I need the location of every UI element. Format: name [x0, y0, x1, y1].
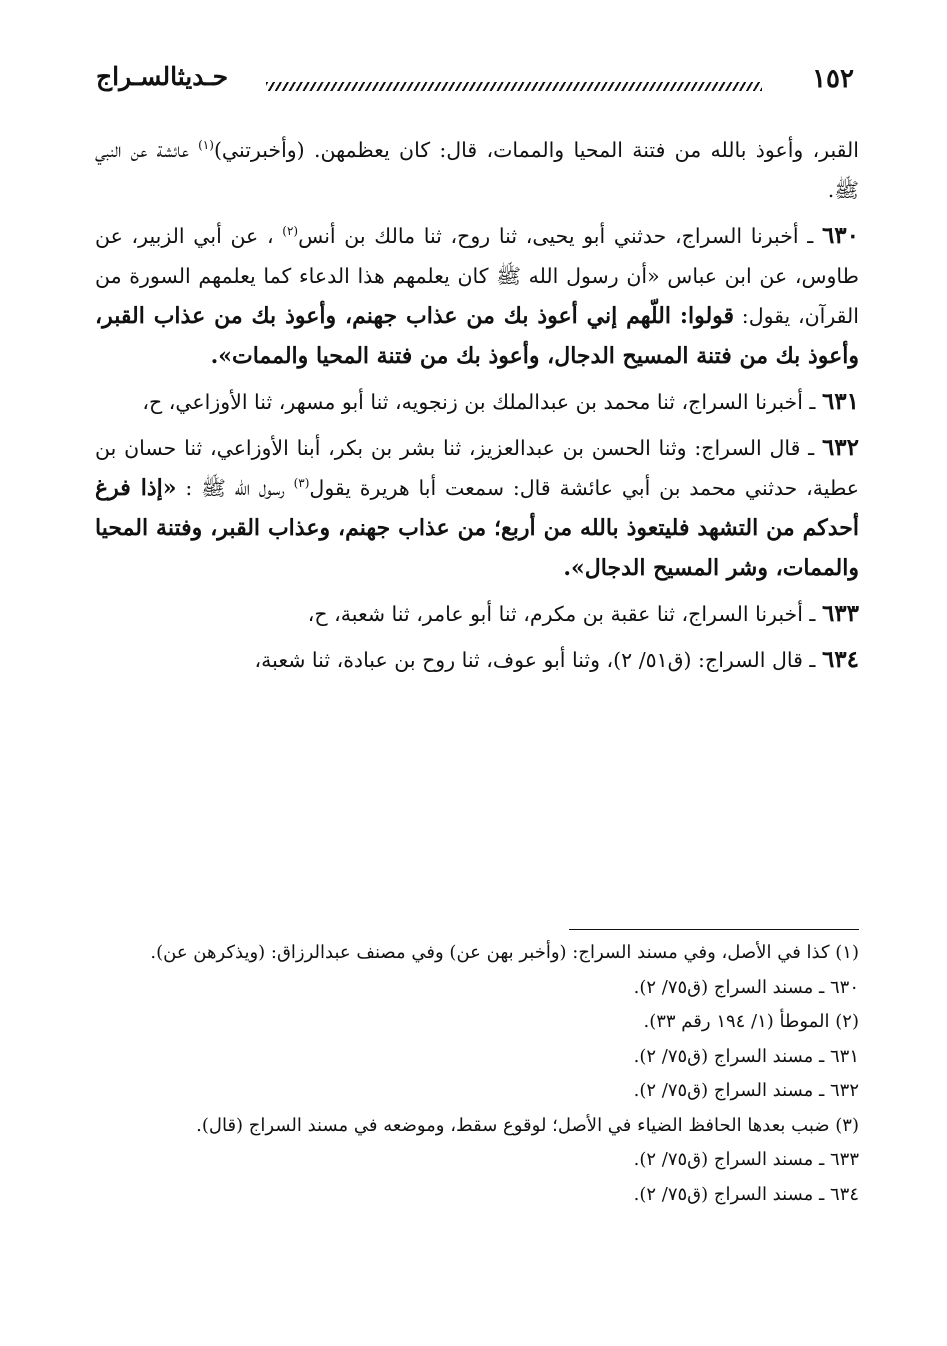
footnote-marker: (٣) — [293, 476, 310, 491]
running-title: حـديثالسـراج — [96, 62, 229, 91]
matn-text: قولوا: اللّهم إني أعوذ بك من عذاب جهنم، وأعوذ بك من عذاب القبر، وأعوذ بك من فتنة المسيح الدجال، وأعوذ بك من فتنة المحيا والممات — [95, 303, 859, 369]
isnad-text: ـ قال السراج: (ق٥١/ ٢)، وثنا أبو عوف، ثنا روح بن عبادة، ثنا شعبة، — [254, 648, 822, 672]
footnote-line: ٦٣٠ ـ مسند السراج (ق٧٥/ ٢). — [633, 976, 859, 998]
hadith-633 — [95, 594, 859, 634]
main-text — [95, 130, 859, 686]
isnad-text: ـ أخبرنا السراج، حدثني أبو يحيى، ثنا روح، ثنا مالك بن أنس — [298, 224, 822, 248]
hadith-632 — [95, 428, 859, 588]
hadith-number: ٦٣١ — [821, 388, 859, 415]
paragraph-text: عائشة عن النبي ﷺ. — [95, 138, 859, 202]
isnad-text: ـ أخبرنا السراج، ثنا محمد بن عبدالملك بن زنجويه، ثنا أبو مسهر، ثنا الأوزاعي، ح، — [142, 390, 822, 414]
footnotes — [95, 936, 859, 1212]
footnote-separator — [569, 929, 859, 930]
hadith-634 — [95, 640, 859, 680]
hadith-number: ٦٣٢ — [821, 434, 859, 461]
isnad-text: ـ أخبرنا السراج، ثنا عقبة بن مكرم، ثنا أبو عامر، ثنا شعبة، ح، — [307, 602, 822, 626]
footnote-marker: (٢) — [282, 224, 299, 239]
hadith-631 — [95, 382, 859, 422]
page-header — [96, 60, 854, 104]
paragraph-text: القبر، وأعوذ بالله من فتنة المحيا والممات، قال: كان يعظمهن. (وأخبرتني) — [213, 138, 859, 162]
hadith-number: ٦٣٤ — [821, 646, 859, 673]
hadith-630 — [95, 216, 859, 376]
hadith-number: ٦٣٠ — [821, 222, 859, 249]
footnote-line: (٣) ضبب بعدها الحافظ الضياء في الأصل؛ لوقوع سقط، وموضعه في مسند السراج (قال). — [196, 1114, 859, 1136]
isnad-text: ، عن أبي الزبير، عن طاوس، عن ابن عباس «أن رسول الله ﷺ كان يعلمهم هذا الدعاء كما يعلمهم السورة من القرآن، يقول: — [95, 224, 859, 328]
hadith-number: ٦٣٣ — [821, 600, 859, 627]
footnote-line: (٢) الموطأ (١/ ١٩٤ رقم ٣٣). — [643, 1011, 859, 1032]
matn-end: . — [563, 555, 572, 581]
footnote-marker: (١) — [198, 138, 214, 153]
footnote-line: ٦٣٢ ـ مسند السراج (ق٧٥/ ٢). — [633, 1080, 859, 1101]
paragraph-continuation — [95, 130, 859, 210]
isnad-text: ـ قال السراج: وثنا الحسن بن عبدالعزيز، ثنا بشر بن بكر، أبنا الأوزاعي، ثنا حسان بن عطية، حدثني محمد بن أبي عائشة قال: سمعت أبا هريرة يقول — [95, 436, 860, 500]
footnote-line: ٦٣٣ ـ مسند السراج (ق٧٥/ ٢). — [633, 1149, 859, 1170]
footnote-line: (١) كذا في الأصل، وفي مسند السراج: (وأخبر بهن عن) وفي مصنف عبدالرزاق: (ويذكرهن عن). — [150, 942, 859, 963]
matn-end: ». — [210, 343, 232, 369]
footnote-line: ٦٣١ ـ مسند السراج (ق٧٥/ ٢). — [633, 1045, 859, 1067]
isnad-text: رسول الله ﷺ : — [176, 476, 294, 500]
page-number: ١٥٢ — [812, 64, 854, 94]
matn-text: «إذا فرغ أحدكم من التشهد فليتعوذ بالله من أربع؛ من عذاب جهنم، وعذاب القبر، وفتنة المحيا والممات، وشر المسيح الدجال» — [95, 475, 859, 581]
footnote-line: ٦٣٤ ـ مسند السراج (ق٧٥/ ٢). — [633, 1183, 859, 1205]
header-decorative-rule — [266, 82, 762, 91]
